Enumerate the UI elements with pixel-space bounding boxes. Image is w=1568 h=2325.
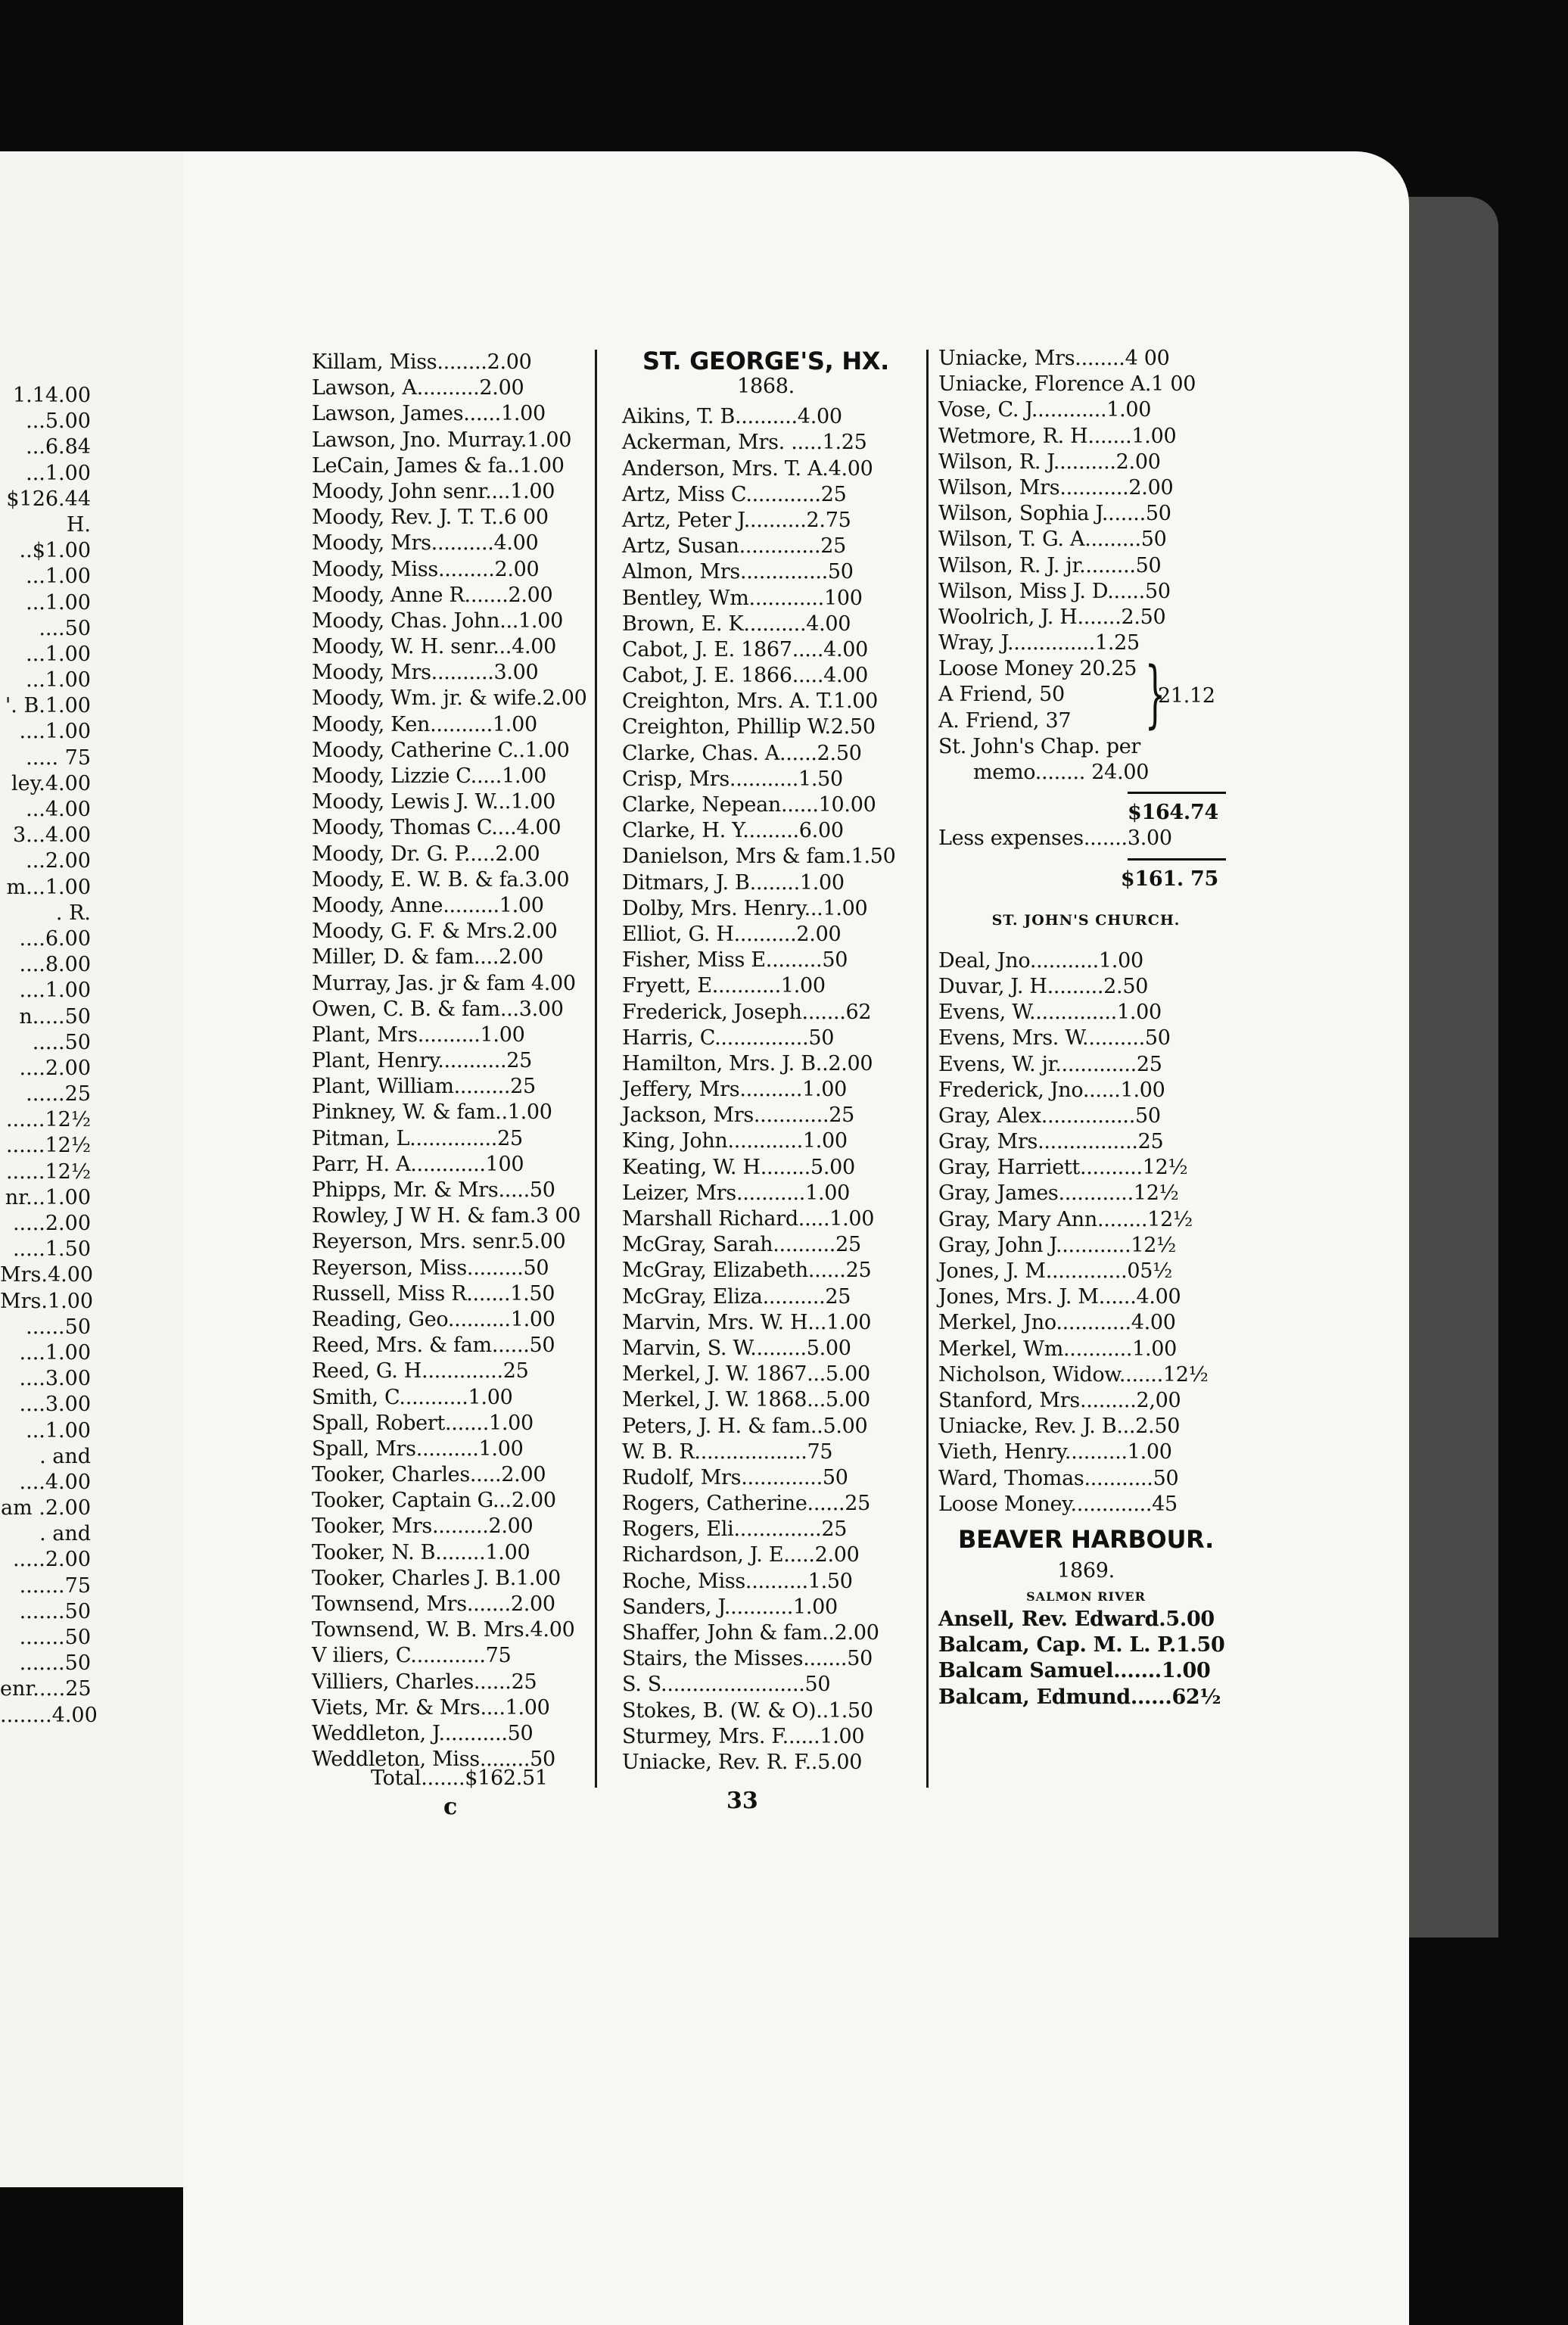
column-1	[312, 350, 587, 1773]
subscriber-entry: Duvar, J. H.........2.50	[938, 974, 1149, 998]
loose-money-group	[938, 652, 1234, 737]
subscriber-entry: Rogers, Eli..............25	[622, 1517, 848, 1542]
subscriber-entry: Moody, Mrs..........4.00	[312, 531, 539, 556]
subscriber-entry: Evens, Mrs. W..........50	[938, 1026, 1171, 1050]
column-3	[938, 346, 1234, 1710]
subscriber-entry: Elliot, G. H..........2.00	[622, 922, 842, 946]
subscriber-entry: Tooker, Mrs.........2.00	[312, 1514, 534, 1539]
subscriber-entry: Vieth, Henry..........1.00	[938, 1440, 1172, 1464]
subscriber-entry: Dolby, Mrs. Henry...1.00	[622, 896, 868, 920]
net-rule	[1128, 858, 1226, 861]
left-fragment-line: ....3.00	[19, 1393, 91, 1417]
subscriber-entry: Stanford, Mrs.........2,00	[938, 1388, 1181, 1412]
subscriber-entry: Reyerson, Mrs. senr.5.00	[312, 1230, 566, 1254]
subscriber-entry: Lawson, A..........2.00	[312, 376, 524, 400]
subscriber-entry: Moody, Wm. jr. & wife.2.00	[312, 686, 587, 711]
column-1-total	[371, 1766, 548, 1791]
subscriber-entry: Moody, Rev. J. T. T..6 00	[312, 506, 549, 530]
subscriber-entry: Owen, C. B. & fam...3.00	[312, 997, 564, 1021]
left-fragment-line: nr...1.00	[5, 1185, 91, 1209]
left-fragment-line: ......50	[26, 1315, 91, 1339]
subscriber-entry: Almon, Mrs..............50	[622, 560, 854, 584]
subscriber-entry: Clarke, H. Y.........6.00	[622, 819, 844, 843]
subscriber-entry: Fisher, Miss E.........50	[622, 948, 848, 973]
st-georges-year: 1868.	[737, 375, 795, 399]
left-fragment-line: .....1.50	[12, 1237, 91, 1262]
subscriber-entry: Creighton, Phillip W.2.50	[622, 715, 876, 739]
left-fragment-line: ....1.00	[19, 720, 91, 744]
less-expenses: Less expenses.......3.00	[938, 826, 1172, 851]
st-johns-church-header: ST. JOHN'S CHURCH.	[991, 911, 1181, 929]
subscriber-entry: Clarke, Nepean......10.00	[622, 793, 876, 817]
subscriber-entry: Wetmore, R. H.......1.00	[938, 424, 1177, 448]
subscriber-entry: Artz, Susan.............25	[622, 534, 847, 559]
subscriber-entry: Killam, Miss........2.00	[312, 350, 532, 374]
subscriber-entry: Aikins, T. B..........4.00	[622, 405, 842, 429]
subscriber-entry: Moody, Lizzie C.....1.00	[312, 764, 547, 788]
subscriber-entry: Wilson, R. J..........2.00	[938, 450, 1161, 474]
subscriber-entry: Tooker, Captain G...2.00	[312, 1489, 556, 1513]
subscriber-entry: Uniacke, Florence A.1 00	[938, 372, 1196, 397]
subscriber-entry: W. B. R..................75	[622, 1440, 833, 1464]
subscriber-entry: Stokes, B. (W. & O)..1.50	[622, 1698, 873, 1723]
left-fragment-line: enr.....25	[0, 1677, 92, 1701]
subscriber-entry: Ward, Thomas...........50	[938, 1466, 1179, 1490]
sum-rule	[1128, 792, 1226, 794]
subscriber-entry: Artz, Miss C............25	[622, 482, 847, 506]
subscriber-entry: Lawson, James......1.00	[312, 402, 546, 426]
subscriber-entry: Vose, C. J............1.00	[938, 398, 1152, 422]
left-fragment-line: ........4.00	[0, 1703, 98, 1727]
subscriber-entry: Tooker, Charles J. B.1.00	[312, 1566, 561, 1590]
left-fragment-line: ....6.00	[19, 926, 91, 951]
left-fragment-line: ley.4.00	[11, 771, 91, 795]
loose-money-entry: A. Friend, 37	[938, 708, 1072, 733]
subscriber-entry: Balcam, Cap. M. L. P.1.50	[938, 1633, 1225, 1657]
subscriber-entry: Rowley, J W H. & fam.3 00	[312, 1204, 581, 1228]
subscriber-entry: Moody, Mrs..........3.00	[312, 661, 539, 685]
net-amount: $161. 75	[1120, 867, 1218, 891]
left-fragment-line: ...4.00	[26, 798, 91, 821]
brace-glyph: }	[1144, 652, 1166, 737]
subscriber-entry: Merkel, Jno............4.00	[938, 1311, 1176, 1335]
subscriber-entry: Moody, E. W. B. & fa.3.00	[312, 867, 570, 892]
subscriber-entry: Weddleton, J...........50	[312, 1721, 534, 1745]
subscriber-entry: Jeffery, Mrs..........1.00	[622, 1078, 848, 1102]
subscriber-entry: Phipps, Mr. & Mrs.....50	[312, 1178, 555, 1202]
subscriber-entry: Richardson, J. E.....2.00	[622, 1543, 860, 1567]
subscriber-entry: Townsend, Mrs.......2.00	[312, 1592, 555, 1616]
subscriber-entry: Villiers, Charles......25	[312, 1670, 537, 1694]
left-fragment-line: . and	[39, 1444, 91, 1468]
subscriber-entry: Gray, Mrs................25	[938, 1130, 1164, 1154]
subscriber-entry: Moody, Lewis J. W...1.00	[312, 790, 555, 814]
subscriber-entry: LeCain, James & fa..1.00	[312, 453, 565, 478]
left-fragment-line: ......12½	[5, 1108, 91, 1132]
left-fragment-line: ..$1.00	[19, 539, 91, 563]
left-fragment-line: .....50	[32, 1030, 91, 1054]
left-fragment-line: H.	[66, 512, 91, 537]
left-fragment-line: ....4.00	[19, 1470, 91, 1494]
subscriber-entry: Moody, Dr. G. P.....2.00	[312, 842, 540, 866]
subscriber-entry: Cabot, J. E. 1866.....4.00	[622, 664, 869, 688]
loose-money-entry: A Friend, 50	[938, 683, 1065, 707]
left-fragment-line: ....3.00	[19, 1367, 91, 1391]
left-page	[0, 151, 201, 2187]
left-fragment-line: ...1.00	[26, 668, 91, 693]
subscriber-entry: Artz, Peter J..........2.75	[622, 508, 851, 532]
left-fragment-line: .....2.00	[12, 1548, 91, 1572]
subscriber-entry: Wray, J..............1.25	[938, 631, 1140, 655]
subscriber-entry: Wilson, R. J. jr.........50	[938, 553, 1162, 577]
loose-money-total: 21.12	[1158, 684, 1215, 708]
left-fragment-line: ...5.00	[26, 409, 91, 434]
subscriber-entry: Jackson, Mrs............25	[622, 1103, 855, 1128]
left-fragment-line: ...1.00	[26, 590, 91, 615]
left-fragment-line: .......50	[19, 1626, 91, 1649]
subscriber-entry: Sanders, J...........1.00	[622, 1595, 838, 1619]
subscriber-entry: Moody, Ken..........1.00	[312, 712, 537, 736]
subscriber-entry: King, John............1.00	[622, 1129, 848, 1153]
subscriber-entry: Woolrich, J. H.......2.50	[938, 605, 1166, 629]
subscriber-entry: Jones, Mrs. J. M......4.00	[938, 1285, 1181, 1309]
subscriber-entry: S. S.......................50	[622, 1673, 831, 1697]
subscriber-entry: Ansell, Rev. Edward.5.00	[938, 1608, 1215, 1632]
subscriber-entry: Fryett, E...........1.00	[622, 974, 826, 998]
subscriber-entry: Gray, James............12½	[938, 1181, 1179, 1206]
left-fragment-line: ....8.00	[19, 953, 91, 977]
subscriber-entry: Wilson, Sophia J.......50	[938, 502, 1171, 526]
subscriber-entry: McGray, Eliza..........25	[622, 1284, 851, 1309]
subscriber-entry: Moody, John senr....1.00	[312, 479, 555, 503]
subscriber-entry: Marvin, Mrs. W. H...1.00	[622, 1310, 872, 1334]
left-fragment-line: ...2.00	[26, 849, 91, 873]
subscriber-entry: Pinkney, W. & fam..1.00	[312, 1100, 552, 1125]
subscriber-entry: Danielson, Mrs & fam.1.50	[622, 845, 896, 869]
left-fragment-line: .......50	[19, 1651, 91, 1676]
subscriber-entry: Keating, W. H........5.00	[622, 1155, 855, 1179]
subscriber-entry: Cabot, J. E. 1867.....4.00	[622, 637, 869, 661]
subscriber-entry: Reed, G. H.............25	[312, 1359, 529, 1383]
subscriber-entry: Moody, Anne R.......2.00	[312, 583, 553, 607]
left-fragment-line: ...6.84	[26, 435, 91, 459]
subscriber-entry: Stairs, the Misses.......50	[622, 1647, 873, 1671]
subscriber-entry: Rogers, Catherine......25	[622, 1492, 871, 1516]
subscriber-entry: Gray, Harriett..........12½	[938, 1156, 1188, 1180]
subscriber-entry: Lawson, Jno. Murray.1.00	[312, 428, 572, 452]
subscriber-entry: Marshall Richard.....1.00	[622, 1207, 875, 1231]
subscriber-entry: Clarke, Chas. A......2.50	[622, 741, 862, 765]
subscriber-entry: Balcam Samuel.......1.00	[938, 1659, 1211, 1683]
left-fragment-line: ..... 75	[26, 745, 91, 770]
subscriber-entry: Gray, Alex...............50	[938, 1103, 1161, 1128]
subscriber-entry: Reed, Mrs. & fam......50	[312, 1334, 555, 1358]
left-fragment-line: '. B.1.00	[5, 694, 91, 718]
subscriber-entry: Ditmars, J. B........1.00	[622, 870, 845, 895]
subscriber-entry: Gray, John J............12½	[938, 1233, 1176, 1257]
subscriber-entry: Ackerman, Mrs. .....1.25	[622, 431, 867, 455]
subscriber-entry: Bentley, Wm............100	[622, 586, 863, 610]
subscriber-entry: Pitman, L..............25	[312, 1126, 523, 1150]
left-fragment-line: Mrs.1.00	[0, 1289, 94, 1313]
subscriber-entry: Moody, Thomas C....4.00	[312, 816, 562, 840]
subscriber-entry: Brown, E. K..........4.00	[622, 612, 851, 636]
subscriber-entry: Wilson, Mrs...........2.00	[938, 475, 1174, 500]
left-fragment-line: ...1.00	[26, 642, 91, 666]
subscriber-entry: Harris, C...............50	[622, 1026, 835, 1050]
st-georges-header: ST. GEORGE'S, HX.	[642, 347, 890, 375]
subscriber-entry: Hamilton, Mrs. J. B..2.00	[622, 1051, 873, 1075]
subscriber-entry: Moody, Miss.........2.00	[312, 557, 540, 581]
subscriber-entry: Nicholson, Widow.......12½	[938, 1362, 1209, 1387]
subscriber-entry: Spall, Robert.......1.00	[312, 1411, 534, 1435]
left-fragment-line: ...1.00	[26, 1418, 91, 1443]
st-johns-chap: St. John's Chap. per	[938, 734, 1140, 758]
subscriber-entry: Murray, Jas. jr & fam 4.00	[312, 971, 576, 995]
subscriber-entry: Evens, W..............1.00	[938, 1001, 1162, 1025]
left-fragment-line: ...1.00	[26, 565, 91, 589]
subscriber-entry: Roche, Miss..........1.50	[622, 1569, 853, 1593]
subscriber-entry: Loose Money.............45	[938, 1492, 1178, 1516]
subscriber-entry: Sturmey, Mrs. F......1.00	[622, 1724, 865, 1748]
subscriber-entry: Merkel, J. W. 1867...5.00	[622, 1362, 870, 1387]
subscriber-entry: Moody, Chas. John...1.00	[312, 608, 563, 633]
left-fragment-line: ....50	[39, 616, 91, 640]
left-fragment-line: n.....50	[19, 1004, 91, 1029]
subscriber-entry: Plant, William.........25	[312, 1075, 536, 1099]
column-2	[622, 348, 910, 1776]
subscriber-entry: Weddleton, Miss........50	[312, 1748, 555, 1772]
subscriber-entry: Moody, W. H. senr...4.00	[312, 635, 557, 659]
subscriber-entry: Merkel, J. W. 1868...5.00	[622, 1388, 870, 1412]
page-number: 33	[726, 1788, 758, 1814]
loose-money-entry: Loose Money 20.25	[938, 657, 1137, 681]
subscriber-entry: Moody, Anne.........1.00	[312, 893, 544, 917]
subscriber-entry: Gray, Mary Ann........12½	[938, 1207, 1193, 1231]
subscriber-entry: Plant, Mrs..........1.00	[312, 1022, 525, 1047]
subscriber-entry: Anderson, Mrs. T. A.4.00	[622, 456, 873, 481]
left-fragment-line: m...1.00	[6, 875, 91, 899]
left-fragment-line: ....2.00	[19, 1056, 91, 1080]
subscriber-entry: Parr, H. A............100	[312, 1152, 524, 1176]
left-fragment-line: ....1.00	[19, 1340, 91, 1365]
salmon-river-header: SALMON RIVER	[1026, 1589, 1146, 1604]
subscriber-entry: Uniacke, Mrs........4 00	[938, 347, 1170, 370]
subscriber-entry: Balcam, Edmund......62½	[938, 1685, 1221, 1709]
subscriber-entry: Deal, Jno...........1.00	[938, 948, 1143, 973]
subscriber-entry: Creighton, Mrs. A. T.1.00	[622, 689, 878, 714]
subscriber-entry: Jones, J. M.............05½	[938, 1259, 1173, 1283]
subscriber-entry: Moody, G. F. & Mrs.2.00	[312, 920, 558, 944]
subscriber-entry: Tooker, Charles.....2.00	[312, 1463, 546, 1487]
subscriber-entry: Miller, D. & fam....2.00	[312, 945, 544, 970]
left-fragment-line: .....2.00	[12, 1212, 91, 1235]
subscriber-entry: Crisp, Mrs...........1.50	[622, 767, 843, 791]
st-johns-chap-memo: memo........ 24.00	[973, 761, 1150, 784]
left-fragment-line: am .2.00	[1, 1496, 91, 1520]
subscriber-entry: Frederick, Joseph.......62	[622, 1000, 872, 1024]
subscriber-entry: Townsend, W. B. Mrs.4.00	[312, 1618, 575, 1642]
subscriber-entry: Peters, J. H. & fam..5.00	[622, 1414, 868, 1438]
beaver-harbour-header: BEAVER HARBOUR.	[958, 1524, 1214, 1554]
left-page-fragment	[0, 383, 98, 1729]
subscriber-entry: Rudolf, Mrs.............50	[622, 1465, 848, 1489]
subscriber-entry: Wilson, T. G. A.........50	[938, 528, 1167, 552]
subscriber-entry: McGray, Elizabeth......25	[622, 1259, 872, 1283]
signature-mark: c	[443, 1794, 458, 1820]
left-fragment-line: 3...4.00	[12, 823, 91, 848]
subscriber-entry: Uniacke, Rev. J. B...2.50	[938, 1415, 1181, 1439]
beaver-harbour-year: 1869.	[1057, 1558, 1115, 1583]
subscriber-entry: Frederick, Jno......1.00	[938, 1078, 1165, 1102]
subscriber-entry: Tooker, N. B........1.00	[312, 1540, 530, 1564]
column-rule-1	[595, 350, 597, 1788]
subscriber-entry: V iliers, C............75	[312, 1644, 512, 1668]
subscriber-entry: Plant, Henry...........25	[312, 1049, 533, 1073]
left-fragment-line: $126.44	[6, 487, 91, 511]
left-fragment-line: Mrs.4.00	[0, 1263, 94, 1287]
subscriber-entry: Smith, C...........1.00	[312, 1385, 513, 1409]
left-fragment-line: . and	[39, 1522, 91, 1546]
subscriber-entry: Shaffer, John & fam..2.00	[622, 1621, 879, 1645]
subscriber-entry: Uniacke, Rev. R. F..5.00	[622, 1750, 863, 1774]
left-fragment-line: ....1.00	[19, 979, 91, 1003]
subscriber-entry: Leizer, Mrs...........1.00	[622, 1181, 850, 1205]
total-line: Total.......$162.51	[371, 1766, 548, 1790]
subscriber-entry: Merkel, Wm...........1.00	[938, 1337, 1178, 1361]
left-fragment-line: .......50	[19, 1599, 91, 1623]
column-rule-2	[926, 350, 929, 1788]
left-fragment-line: . R.	[55, 901, 91, 925]
left-fragment-line: ......25	[26, 1082, 91, 1106]
left-fragment-line: 1.14.00	[12, 384, 91, 407]
subscriber-entry: Russell, Miss R.......1.50	[312, 1281, 555, 1306]
subscriber-entry: Reading, Geo..........1.00	[312, 1307, 555, 1331]
subscriber-entry: Viets, Mr. & Mrs....1.00	[312, 1695, 550, 1720]
left-fragment-line: ......12½	[5, 1159, 91, 1184]
subscriber-entry: Marvin, S. W.........5.00	[622, 1336, 851, 1360]
subscriber-entry: McGray, Sarah..........25	[622, 1233, 861, 1257]
left-fragment-line: .......75	[19, 1573, 91, 1598]
subscriber-entry: Evens, W. jr.............25	[938, 1052, 1162, 1076]
subscriber-entry: Moody, Catherine C..1.00	[312, 738, 570, 762]
subscriber-entry: Reyerson, Miss.........50	[312, 1256, 549, 1280]
subscriber-entry: Wilson, Miss J. D......50	[938, 579, 1171, 603]
sum-amount: $164.74	[1127, 801, 1218, 825]
left-fragment-line: ......12½	[5, 1134, 91, 1158]
subscriber-entry: Spall, Mrs..........1.00	[312, 1436, 524, 1461]
left-fragment-line: ...1.00	[26, 461, 91, 485]
